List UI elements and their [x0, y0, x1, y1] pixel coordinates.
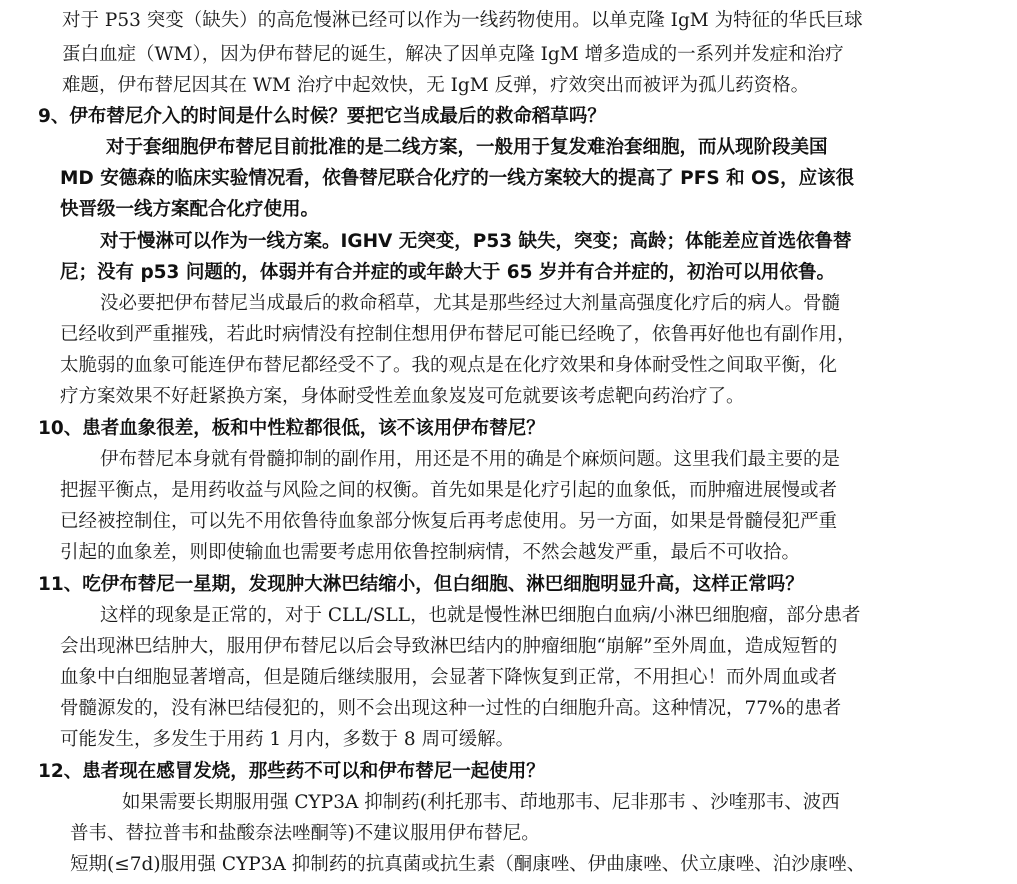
paragraph-line: 已经被控制住，可以先不用依鲁待血象部分恢复后再考虑使用。另一方面，如果是骨髓侵犯严重 [60, 511, 838, 532]
paragraph-line: 对于 P53 突变（缺失）的高危慢淋已经可以作为一线药物使用。以单克隆 IgM 为特征的华氏巨球 [62, 10, 863, 31]
paragraph-line: 疗方案效果不好赶紧换方案，身体耐受性差血象岌岌可危就要该考虑靶向药治疗了。 [60, 386, 745, 407]
paragraph-line: 骨髓源发的，没有淋巴结侵犯的，则不会出现这种一过性的白细胞升高。这种情况，77%的患者 [60, 698, 842, 719]
paragraph-line: 把握平衡点，是用药收益与风险之间的权衡。首先如果是化疗引起的血象低，而肿瘤进展慢或者 [60, 480, 838, 501]
paragraph-line: 没必要把伊布替尼当成最后的救命稻草，尤其是那些经过大剂量高强度化疗后的病人。骨髓 [100, 293, 841, 314]
section-heading: 9、伊布替尼介入的时间是什么时候？要把它当成最后的救命稻草吗？ [38, 106, 606, 127]
paragraph-line: 血象中白细胞显著增高，但是随后继续服用，会显著下降恢复到正常，不用担心！而外周血或者 [60, 667, 838, 688]
section-heading: 11、吃伊布替尼一星期，发现肿大淋巴结缩小，但白细胞、淋巴细胞明显升高，这样正常吗？ [38, 574, 804, 595]
bold-paragraph-line: 对于套细胞伊布替尼目前批准的是二线方案，一般用于复发难治套细胞，而从现阶段美国 [106, 137, 828, 158]
paragraph-line: 蛋白血症（WM），因为伊布替尼的诞生，解决了因单克隆 IgM 增多造成的一系列并发症和治疗 [62, 44, 844, 65]
paragraph-line: 已经收到严重摧残，若此时病情没有控制住想用伊布替尼可能已经晚了，依鲁再好他也有副作用， [60, 324, 856, 345]
paragraph-line: 伊布替尼本身就有骨髓抑制的副作用，用还是不用的确是个麻烦问题。这里我们最主要的是 [100, 449, 841, 470]
paragraph-line: 会出现淋巴结肿大，服用伊布替尼以后会导致淋巴结内的肿瘤细胞“崩解”至外周血，造成短暂的 [60, 636, 838, 657]
bold-paragraph-line: MD 安德森的临床实验情况看，依鲁替尼联合化疗的一线方案较大的提高了 PFS 和 OS，应该很 [60, 168, 855, 189]
bold-paragraph-line: 快晋级一线方案配合化疗使用。 [60, 199, 320, 220]
paragraph-line: 普韦、替拉普韦和盐酸奈法唑酮等)不建议服用伊布替尼。 [70, 823, 540, 844]
paragraph-line: 太脆弱的血象可能连伊布替尼都经受不了。我的观点是在化疗效果和身体耐受性之间取平衡，化 [60, 355, 838, 376]
paragraph-line: 引起的血象差，则即使输血也需要考虑用依鲁控制病情，不然会越发严重，最后不可收拾。 [60, 542, 801, 563]
paragraph-line: 难题，伊布替尼因其在 WM 治疗中起效快，无 IgM 反弹，疗效突出而被评为孤儿药资格。 [62, 75, 810, 96]
paragraph-line: 短期(≤7d)服用强 CYP3A 抑制药的抗真菌或抗生素（酮康唑、伊曲康唑、伏立康唑、泊沙康唑、 [70, 854, 866, 875]
paragraph-line: 可能发生，多发生于用药 1 月内，多数于 8 周可缓解。 [60, 729, 515, 750]
bold-paragraph-line: 对于慢淋可以作为一线方案。IGHV 无突变，P53 缺失，突变；高龄；体能差应首选依鲁替 [100, 231, 852, 252]
section-heading: 10、患者血象很差，板和中性粒都很低，该不该用伊布替尼？ [38, 418, 545, 439]
bold-paragraph-line: 尼；没有 p53 问题的，体弱并有合并症的或年龄大于 65 岁并有合并症的，初治可以用依鲁。 [60, 262, 835, 283]
section-heading: 12、患者现在感冒发烧，那些药不可以和伊布替尼一起使用？ [38, 761, 545, 782]
paragraph-line: 如果需要长期服用强 CYP3A 抑制药(利托那韦、茚地那韦、尼非那韦 、沙喹那韦、波西 [122, 792, 840, 813]
paragraph-line: 这样的现象是正常的，对于 CLL/SLL，也就是慢性淋巴细胞白血病/小淋巴细胞瘤，部分患者 [100, 605, 861, 626]
